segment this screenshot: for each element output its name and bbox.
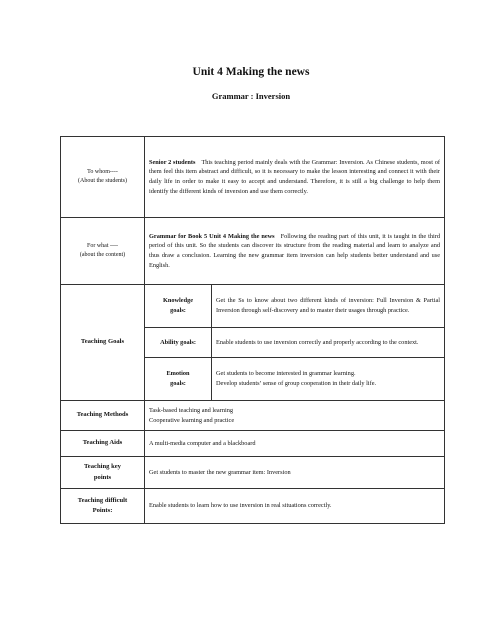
for-what-label-line1: For what ---- bbox=[87, 242, 118, 249]
to-whom-lead: Senior 2 students bbox=[149, 158, 196, 166]
key-points-label-line1: Teaching key bbox=[84, 463, 121, 471]
to-whom-label-line1: To whom---- bbox=[87, 168, 118, 175]
emotion-goals-line1: Get students to become interested in grammar learning. bbox=[216, 370, 356, 378]
teaching-goals-label: Teaching Goals bbox=[61, 285, 145, 401]
teaching-methods-line1: Task-based teaching and learning bbox=[149, 406, 234, 414]
knowledge-goals-label bbox=[145, 285, 212, 328]
for-what-text: Following the reading part of this unit, it is taught in the third period of this unit. So the students can discover its structure from the reading material and learn to analyze and thus draw a conclusion. Learning the new grammar item inversion can help students better understand and use English. bbox=[149, 232, 440, 269]
row-teaching-methods bbox=[61, 401, 445, 431]
emotion-goals-text bbox=[212, 358, 445, 401]
teaching-aids-text: A multi-media computer and a blackboard bbox=[145, 431, 445, 457]
lesson-plan-table bbox=[60, 136, 445, 524]
ability-goals-label: Ability goals: bbox=[145, 328, 212, 358]
for-what-lead: Grammar for Book 5 Unit 4 Making the news bbox=[149, 232, 275, 240]
teaching-methods-text bbox=[145, 401, 445, 431]
emotion-goals-label bbox=[145, 358, 212, 401]
teaching-aids-label: Teaching Aids bbox=[61, 431, 145, 457]
to-whom-content bbox=[145, 137, 445, 218]
for-what-content bbox=[145, 218, 445, 285]
row-knowledge-goals bbox=[61, 285, 445, 328]
ability-goals-text: Enable students to use inversion correctly and properly according to the context. bbox=[212, 328, 445, 358]
emotion-label-line2: goals: bbox=[170, 380, 186, 387]
difficult-points-label-line1: Teaching difficult bbox=[77, 496, 128, 504]
teaching-methods-label: Teaching Methods bbox=[61, 401, 145, 431]
page-subtitle: Grammar : Inversion bbox=[211, 91, 291, 101]
difficult-points-text: Enable students to learn how to use inversion in real situations correctly. bbox=[145, 489, 445, 524]
page-title: Unit 4 Making the news bbox=[192, 66, 310, 78]
key-points-label bbox=[61, 457, 145, 489]
teaching-methods-line2: Cooperative learning and practice bbox=[149, 416, 235, 424]
for-what-label-line2: (about the content) bbox=[79, 252, 126, 258]
to-whom-label-line2: (About the students) bbox=[78, 178, 127, 184]
knowledge-label-line2: goals: bbox=[170, 307, 186, 314]
row-to-whom bbox=[61, 137, 445, 218]
row-teaching-aids bbox=[61, 431, 445, 457]
for-what-label bbox=[61, 218, 145, 285]
row-key-points bbox=[61, 457, 445, 489]
difficult-points-label bbox=[61, 489, 145, 524]
to-whom-label bbox=[61, 137, 145, 218]
knowledge-label-line1: Knowledge bbox=[162, 297, 194, 305]
emotion-goals-line2: Develop students’ sense of group cooperation in their daily life. bbox=[216, 380, 377, 387]
key-points-text: Get students to master the new grammar item: Inversion bbox=[145, 457, 445, 489]
difficult-points-label-line2: Points: bbox=[92, 507, 113, 514]
key-points-label-line2: points bbox=[93, 473, 112, 481]
row-difficult-points bbox=[61, 489, 445, 524]
emotion-label-line1: Emotion bbox=[166, 370, 190, 378]
row-for-what bbox=[61, 218, 445, 285]
to-whom-text: This teaching period mainly deals with the Grammar: Inversion. As Chinese students, most of them feel this item abstract and difficult, so it is necessary to make the lesson interesting and connect it with their daily life in order to make it easy to accept and understand. Therefore, it is still a big challenge to help them identify the different kinds of inversion and use them correctly. bbox=[149, 158, 441, 195]
knowledge-goals-text: Get the Ss to know about two different kinds of inversion: Full Inversion & Partial Inversion through self-discovery and to master their usages through practice. bbox=[212, 285, 445, 328]
